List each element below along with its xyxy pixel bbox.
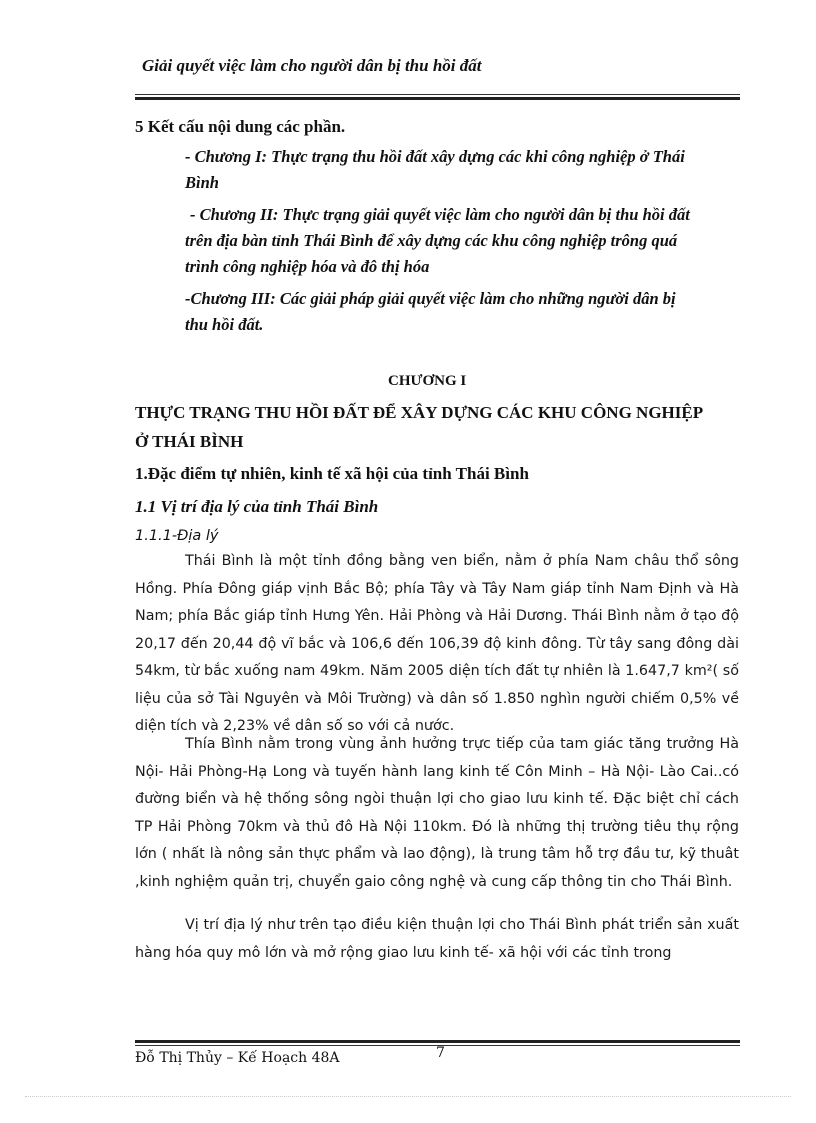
chapter-title-line1: THỰC TRẠNG THU HỒI ĐẤT ĐỂ XÂY DỰNG CÁC KHU CÔNG NGHIỆP bbox=[135, 403, 704, 422]
chapter-2-summary-line1: - Chương II: Thực trạng giải quyết việc làm cho người dân bị thu hồi đất bbox=[190, 205, 690, 224]
heading-1-1: 1.1 Vị trí địa lý của tỉnh Thái Bình bbox=[135, 497, 379, 516]
page-number: 7 bbox=[436, 1045, 445, 1061]
chapter-title-line2: Ở THÁI BÌNH bbox=[135, 432, 244, 451]
paragraph-conditions: Vị trí địa lý như trên tạo điều kiện thuận lợi cho Thái Bình phát triển sản xuất hàng hóa quy mô lớn và mở rộng giao lưu kinh tế- xã hội với các tỉnh trong bbox=[135, 917, 739, 961]
running-header-title: Giải quyết việc làm cho người dân bị thu hồi đất bbox=[142, 56, 482, 75]
heading-1-1-1: 1.1.1-Địa lý bbox=[135, 528, 219, 544]
chapter-label: CHƯƠNG I bbox=[388, 373, 467, 389]
chapter-3-summary-line1: -Chương III: Các giải pháp giải quyết việc làm cho những người dân bị bbox=[185, 289, 676, 308]
heading-1: 1.Đặc điểm tự nhiên, kinh tế xã hội của tỉnh Thái Bình bbox=[135, 464, 529, 483]
page-bottom-dotted-line bbox=[25, 1096, 791, 1097]
chapter-1-summary-line1: - Chương I: Thực trạng thu hồi đất xây dựng các khi công nghiệp ở Thái bbox=[185, 147, 685, 166]
chapter-3-summary-line2: thu hồi đất. bbox=[185, 315, 264, 334]
footer-rule-thick bbox=[135, 1040, 740, 1043]
section-5-title: 5 Kết cấu nội dung các phần. bbox=[135, 117, 346, 136]
chapter-2-summary-line3: trình công nghiệp hóa và đô thị hóa bbox=[185, 257, 430, 276]
chapter-2-summary-line2: trên địa bàn tỉnh Thái Bình để xây dựng các khu công nghiệp trông quá bbox=[185, 231, 678, 250]
paragraph-geography: Thái Bình là một tỉnh đồng bằng ven biển, nằm ở phía Nam châu thổ sông Hồng. Phía Đông giáp vịnh Bắc Bộ; phía Tây và Tây Nam giáp tỉnh Nam Định và Hà Nam; phía Bắc giáp tỉnh Hưng Yên. Hải Phòng và Hải Dương. Thái Bình nằm ở tạo độ 20,17 đến 20,44 độ vĩ bắc và 106,6 đến 106,39 độ kinh đông. Từ tây sang đông dài 54km, từ bắc xuống nam 49km. Năm 2005 diện tích đất tự nhiên là 1.647,7 km²( số liệu của sở Tài Nguyên và Môi Trường) và dân số 1.850 nghìn người chiếm 0,5% về diện tích và 2,23% về dân số so với cả nước. bbox=[135, 553, 739, 734]
header-rule-thick bbox=[135, 97, 740, 100]
paragraph-economic-position: Thía Bình nằm trong vùng ảnh hưởng trực tiếp của tam giác tăng trưởng Hà Nội- Hải Phòng-Hạ Long và tuyến hành lang kinh tế Côn Minh – Hà Nội- Lào Cai..có đường biển và hệ thống sông ngòi thuận lợi cho giao lưu kinh tế. Đặc biệt chỉ cách TP Hải Phòng 70km và thủ đô Hà Nội 110km. Đó là những thị trường tiêu thụ rộng lớn ( nhất là nông sản thực phẩm và lao động), là trung tâm hỗ trợ đầu tư, kỹ thuât ,kinh nghiệm quản trị, chuyển gaio công nghệ và cung cấp thông tin cho Thái Bình. bbox=[135, 736, 739, 890]
footer-author: Đỗ Thị Thủy – Kế Hoạch 48A bbox=[135, 1050, 340, 1066]
chapter-1-summary-line2: Bình bbox=[185, 173, 219, 192]
header-rule-thin bbox=[135, 94, 740, 95]
